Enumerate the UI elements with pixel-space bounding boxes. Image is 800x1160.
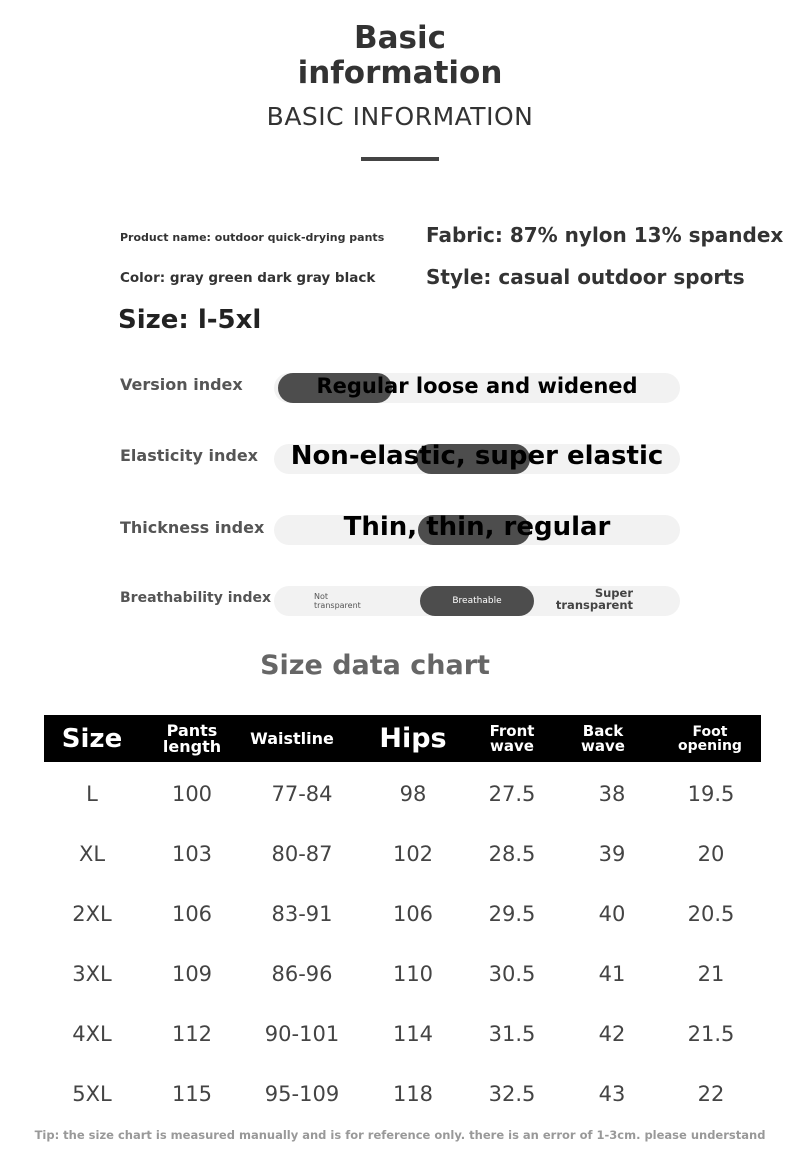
table-cell: 109 [171, 962, 213, 986]
index-text: Regular loose and widened [316, 374, 638, 398]
table-cell: 112 [171, 1022, 213, 1046]
table-cell: 3XL [72, 962, 112, 986]
table-cell: 106 [171, 902, 213, 926]
index-left-text: Not transparent [314, 592, 361, 610]
table-cell: 40 [598, 902, 626, 926]
table-cell: 77-84 [271, 782, 333, 806]
size-range: Size: l-5xl [118, 305, 262, 335]
title-line1: Basic [353, 20, 446, 56]
title-line2: information [297, 55, 503, 91]
style: Style: casual outdoor sports [426, 265, 745, 289]
table-cell: 90-101 [264, 1022, 340, 1046]
table-cell: 110 [392, 962, 434, 986]
table-cell: 21 [697, 962, 725, 986]
divider [361, 157, 439, 161]
table-cell: 103 [171, 842, 213, 866]
index-label: Thickness index [120, 518, 265, 537]
subtitle: BASIC INFORMATION [266, 102, 534, 131]
table-cell: 98 [399, 782, 427, 806]
table-cell: 30.5 [488, 962, 536, 986]
column-header: Hips [379, 723, 447, 754]
column-header: Waistline [250, 728, 334, 748]
table-cell: L [86, 782, 98, 806]
table-cell: 27.5 [488, 782, 536, 806]
column-header: Size [61, 723, 123, 754]
table-cell: XL [78, 842, 106, 866]
index-right-text: Super transparent [555, 586, 633, 612]
index-text: Thin, thin, regular [343, 512, 611, 542]
table-cell: 115 [171, 1082, 213, 1106]
table-cell: 114 [392, 1022, 434, 1046]
fabric: Fabric: 87% nylon 13% spandex [426, 223, 784, 247]
column-header: Foot opening [678, 723, 742, 754]
index-label: Elasticity index [120, 446, 258, 465]
table-cell: 20 [697, 842, 725, 866]
table-cell: 106 [392, 902, 434, 926]
table-cell: 4XL [72, 1022, 112, 1046]
table-cell: 31.5 [488, 1022, 536, 1046]
table-cell: 80-87 [271, 842, 333, 866]
table-cell: 20.5 [687, 902, 735, 926]
table-cell: 43 [598, 1082, 626, 1106]
table-cell: 83-91 [271, 902, 333, 926]
table-cell: 5XL [72, 1082, 112, 1106]
index-text: Non-elastic, super elastic [290, 441, 664, 471]
table-cell: 21.5 [687, 1022, 735, 1046]
table-cell: 118 [392, 1082, 434, 1106]
table-cell: 22 [697, 1082, 725, 1106]
column-header: Back wave [581, 721, 625, 755]
table-cell: 95-109 [264, 1082, 340, 1106]
table-cell: 41 [598, 962, 626, 986]
index-indicator: Breathable [420, 586, 534, 616]
color: Color: gray green dark gray black [120, 270, 376, 286]
table-cell: 2XL [72, 902, 112, 926]
index-label: Breathability index [120, 590, 272, 606]
table-cell: 38 [598, 782, 626, 806]
size-chart-title: Size data chart [260, 650, 490, 681]
table-cell: 32.5 [488, 1082, 536, 1106]
table-cell: 100 [171, 782, 213, 806]
table-cell: 28.5 [488, 842, 536, 866]
table-cell: 42 [598, 1022, 626, 1046]
table-cell: 102 [392, 842, 434, 866]
table-cell: 29.5 [488, 902, 536, 926]
index-label: Version index [120, 375, 243, 394]
column-header: Front wave [489, 721, 535, 755]
size-table-header [44, 715, 761, 762]
product-name: Product name: outdoor quick-drying pants [120, 231, 385, 244]
column-header: Pants length [162, 720, 222, 756]
table-cell: 86-96 [271, 962, 333, 986]
tip-text: Tip: the size chart is measured manually and is for reference only. there is an error of 1-3cm. please understand [34, 1128, 766, 1142]
table-cell: 19.5 [687, 782, 735, 806]
table-cell: 39 [598, 842, 626, 866]
